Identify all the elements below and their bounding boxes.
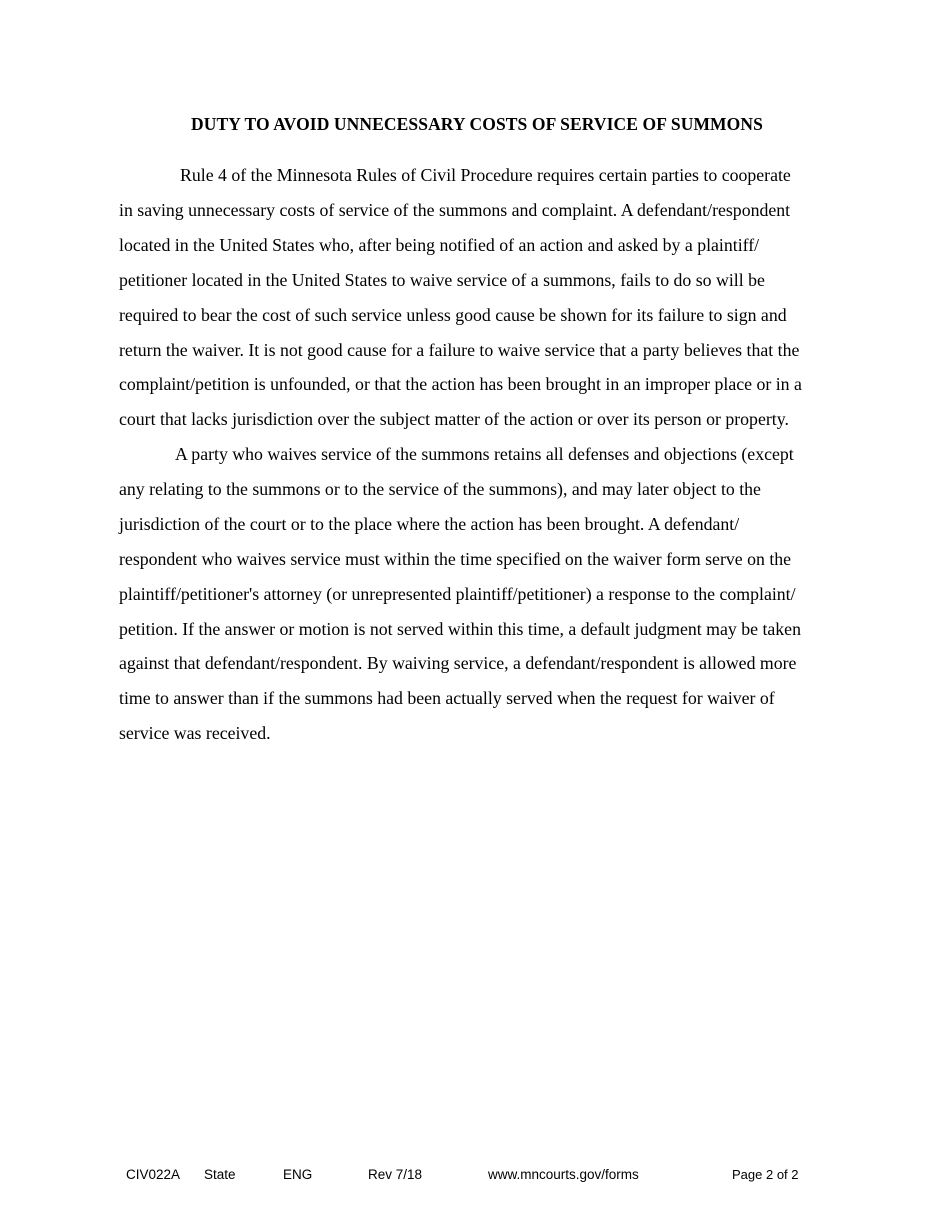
paragraph-line: required to bear the cost of such service unless good cause be shown for its failure to sign and [119, 304, 787, 325]
footer-form-code: CIV022A [126, 1167, 181, 1182]
paragraph-line: petition. If the answer or motion is not served within this time, a default judgment may be taken [119, 618, 801, 639]
document-title: DUTY TO AVOID UNNECESSARY COSTS OF SERVICE OF SUMMONS [191, 114, 763, 134]
paragraph-line: Rule 4 of the Minnesota Rules of Civil Procedure requires certain parties to cooperate [180, 165, 791, 185]
paragraph-duty-to-cooperate [119, 158, 841, 437]
page-footer [0, 1167, 950, 1187]
footer-language: ENG [283, 1167, 313, 1182]
paragraph-line: complaint/petition is unfounded, or that the action has been brought in an improper place or in a [119, 374, 802, 395]
paragraph-line: return the waiver. It is not good cause for a failure to waive service that a party believes that the [119, 339, 800, 360]
paragraph-line: any relating to the summons or to the service of the summons), and may later object to the [119, 478, 761, 499]
paragraph-line: petitioner located in the United States to waive service of a summons, fails to do so will be [119, 269, 765, 290]
footer-url: www.mncourts.gov/forms [488, 1167, 639, 1182]
paragraph-line: plaintiff/petitioner's attorney (or unrepresented plaintiff/petitioner) a response to the complaint/ [119, 583, 796, 604]
footer-page-number: Page 2 of 2 [732, 1167, 799, 1182]
paragraph-line: court that lacks jurisdiction over the subject matter of the action or over its person or property. [119, 409, 789, 430]
paragraph-line: service was received. [119, 723, 271, 744]
paragraph-waiver-effects [119, 437, 841, 751]
footer-state: State [204, 1167, 236, 1182]
paragraph-line: located in the United States who, after being notified of an action and asked by a plaintiff/ [119, 234, 760, 255]
paragraph-line: against that defendant/respondent. By waiving service, a defendant/respondent is allowed more [119, 653, 797, 674]
paragraph-line: in saving unnecessary costs of service of the summons and complaint. A defendant/respondent [119, 199, 791, 220]
paragraph-line: respondent who waives service must within the time specified on the waiver form serve on the [119, 548, 792, 569]
footer-revision: Rev 7/18 [368, 1167, 423, 1182]
paragraph-line: jurisdiction of the court or to the place where the action has been brought. A defendant/ [119, 513, 740, 534]
paragraph-line: time to answer than if the summons had been actually served when the request for waiver of [119, 688, 775, 709]
paragraph-line: A party who waives service of the summons retains all defenses and objections (except [175, 444, 794, 464]
